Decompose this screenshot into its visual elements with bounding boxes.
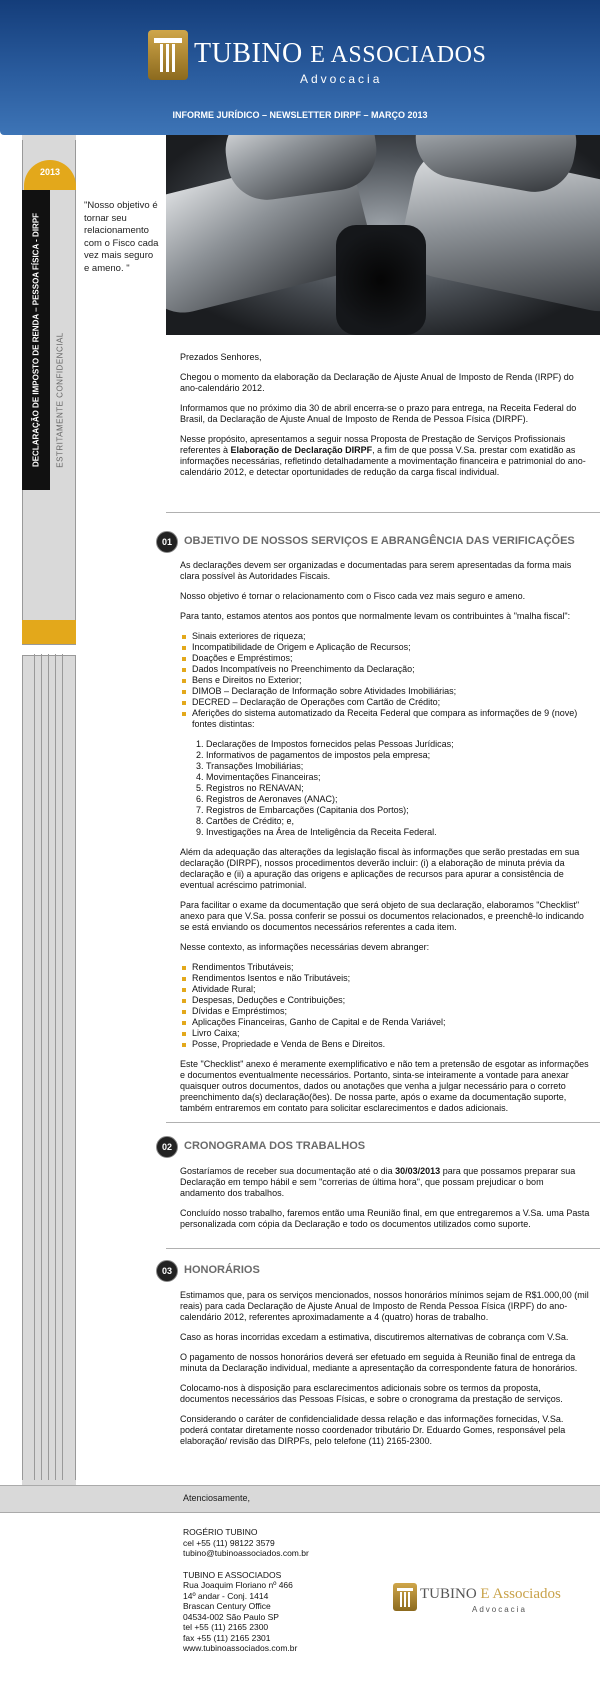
brand-subtitle: Advocacia xyxy=(300,72,383,86)
year-label: 2013 xyxy=(39,167,61,177)
section-number: 01 xyxy=(156,531,178,553)
pillar-capital xyxy=(22,620,76,644)
list-item: Doações e Empréstimos; xyxy=(180,653,590,664)
signature-name: ROGÉRIO TUBINO xyxy=(183,1527,258,1537)
vertical-confidential: ESTRITAMENTE CONFIDENCIAL xyxy=(55,332,65,468)
section-title: CRONOGRAMA DOS TRABALHOS xyxy=(184,1140,366,1152)
paragraph: Para tanto, estamos atentos aos pontos que normalmente levam os contribuintes à "malha fiscal": xyxy=(180,611,571,621)
list-item: Incompatibilidade de Origem e Aplicação de Recursos; xyxy=(180,642,590,653)
list-item: 7. Registros de Embarcações (Capitania dos Portos); xyxy=(206,805,590,816)
section-header-1 xyxy=(156,531,596,553)
section1-body xyxy=(180,560,590,1123)
section-divider xyxy=(166,1122,600,1123)
section-header-2 xyxy=(156,1136,596,1158)
list-item: Despesas, Deduções e Contribuições; xyxy=(180,995,590,1006)
section-title: HONORÁRIOS xyxy=(184,1264,260,1276)
company-address: 14º andar - Conj. 1414 xyxy=(183,1590,269,1601)
list-item: 1. Declarações de Impostos fornecidos pelas Pessoas Jurídicas; xyxy=(206,739,590,750)
list-item: Rendimentos Isentos e não Tributáveis; xyxy=(180,973,590,984)
paragraph: O pagamento de nossos honorários deverá ser efetuado em seguida à Reunião final de entrega da minuta da Declaração individual, mediante a apresentação da correspondente fatura de honorários. xyxy=(180,1352,578,1373)
sidebar-quote: "Nosso objetivo é tornar seu relacionamento com o Fisco cada vez mais seguro e ameno. " xyxy=(84,200,159,274)
armor-image xyxy=(166,135,600,335)
greeting: Prezados Senhores, xyxy=(180,352,262,362)
section-divider xyxy=(166,1248,600,1249)
paragraph: Além da adequação das alterações da legislação fiscal às informações que serão prestadas em sua declaração (DIRPF), nossos procedimentos deverão incluir: (i) a elaboração de minuta prévia da declaração e (ii) a apuração das origens e aplicações de recursos para apurar a consistência de eventual acréscimo patrimonial. xyxy=(180,847,580,890)
company-fax: fax +55 (11) 2165 2301 xyxy=(183,1632,271,1643)
numbered-list-fontes xyxy=(180,739,590,838)
list-item: 4. Movimentações Financeiras; xyxy=(206,772,590,783)
company-address: 04534-002 São Paulo SP xyxy=(183,1611,279,1622)
intro-paragraph: Informamos que no próximo dia 30 de abril encerra-se o prazo para entrega, na Receita Federal do Brasil, da Declaração de Ajuste Anual de Imposto de Renda de Pessoa Física (DIRPF). xyxy=(180,403,577,424)
list-item: 3. Transações Imobiliárias; xyxy=(206,761,590,772)
paragraph: Gostaríamos de receber sua documentação até o dia 30/03/2013 para que possamos preparar sua Declaração em tempo hábil e sem "correrias de última hora", que possam prejudicar o bom andamento dos trabalhos. xyxy=(180,1166,576,1198)
intro-paragraph: Chegou o momento da elaboração da Declaração de Ajuste Anual de Imposto de Renda (IRPF) do ano-calendário 2012. xyxy=(180,372,574,393)
armor-center-shadow xyxy=(336,225,426,335)
list-item: Dados Incompatíveis no Preenchimento da Declaração; xyxy=(180,664,590,675)
paragraph: Nosso objetivo é tornar o relacionamento com o Fisco cada vez mais seguro e ameno. xyxy=(180,591,526,601)
footer-band xyxy=(0,1485,600,1513)
footer-brand: TUBINO E Associados xyxy=(420,1586,561,1602)
list-item: 5. Registros no RENAVAN; xyxy=(206,783,590,794)
pillar-base xyxy=(22,644,76,656)
section-number: 02 xyxy=(156,1136,178,1158)
vertical-title: DECLARAÇÃO DE IMPOSTO DE RENDA – PESSOA FÍSICA - DIRPF xyxy=(31,212,41,468)
pillar-line xyxy=(62,654,63,1480)
list-item: Dívidas e Empréstimos; xyxy=(180,1006,590,1017)
paragraph: Caso as horas incorridas excedam a estimativa, discutiremos alternativas de cobrança com V.Sa. xyxy=(180,1332,569,1342)
list-item: 2. Informativos de pagamentos de impostos pela empresa; xyxy=(206,750,590,761)
closing-greeting: Atenciosamente, xyxy=(183,1493,251,1503)
list-item: DECRED – Declaração de Operações com Cartão de Crédito; xyxy=(180,697,590,708)
paragraph: Considerando o caráter de confidencialidade dessa relação e das informações fornecidas, V.Sa. poderá contatar diretamente nosso coordenador tributário Dr. Eduardo Gomes, responsável pela elaboração/ revisão das DIRPFs, pelo telefone (11) 2165-2300. xyxy=(180,1414,566,1446)
paragraph: Nesse contexto, as informações necessárias devem abranger: xyxy=(180,942,430,952)
list-item: DIMOB – Declaração de Informação sobre Atividades Imobiliárias; xyxy=(180,686,590,697)
section-title: OBJETIVO DE NOSSOS SERVIÇOS E ABRANGÊNCIA DAS VERIFICAÇÕES xyxy=(184,535,575,547)
list-item: Sinais exteriores de riqueza; xyxy=(180,631,590,642)
pillar-line xyxy=(55,654,56,1480)
paragraph: Concluído nosso trabalho, faremos então uma Reunião final, em que entregaremos a V.Sa. uma Pasta personalizada com cópia da Declaração e todo os documentos utilizados como suporte. xyxy=(180,1208,590,1229)
company-address: Rua Joaquim Floriano nº 466 xyxy=(183,1580,293,1590)
list-item: Atividade Rural; xyxy=(180,984,590,995)
list-item: Posse, Propriedade e Venda de Bens e Direitos. xyxy=(180,1039,590,1050)
brand-name: TUBINO E ASSOCIADOS xyxy=(194,38,487,69)
paragraph: Para facilitar o exame da documentação que será objeto de sua declaração, elaboramos "Checklist" anexo para que V.Sa. possa conferir se possui os documentos relacionados, e preenchê-lo indicando se está enviando os documentos necessários referentes a cada item. xyxy=(180,900,584,932)
company-address: Brascan Century Office xyxy=(183,1601,271,1611)
intro-paragraph: Nesse propósito, apresentamos a seguir nossa Proposta de Prestação de Serviços Profissionais referentes à Elaboração de Declaração DIRPF, a fim de que possa V.Sa. prestar com exatidão as informações necessárias, refletindo detalhadamente a movimentação financeira e patrimonial do ano-calendário 2012, e detectar oportunidades de redução da carga fiscal individual. xyxy=(180,434,586,477)
header-banner xyxy=(0,0,600,135)
list-item: Livro Caixa; xyxy=(180,1028,590,1039)
company-phone: tel +55 (11) 2165 2300 xyxy=(183,1622,269,1632)
intro-text xyxy=(180,352,590,487)
signature-email[interactable]: tubino@tubinoassociados.com.br xyxy=(183,1548,309,1558)
footer-logo-icon xyxy=(393,1583,417,1611)
paragraph: Colocamo-nos à disposição para esclarecimentos adicionais sobre os termos da proposta, documentos necessários das Pessoas Físicas, e sobre o cronograma da prestação de serviços. xyxy=(180,1383,563,1404)
list-item: 9. Investigações na Área de Inteligência da Receita Federal. xyxy=(206,827,590,838)
paragraph: Estimamos que, para os serviços mencionados, nossos honorários mínimos sejam de R$1.000,00 (mil reais) para cada Declaração de Ajuste Anual de Imposto de Renda Pessoa Física (IRPF) do ano-calendário 2012, referentes aproximadamente a 4 (quatro) horas de trabalho. xyxy=(180,1290,589,1322)
newsletter-title: INFORME JURÍDICO – NEWSLETTER DIRPF – MARÇO 2013 xyxy=(172,110,428,120)
section3-body xyxy=(180,1290,590,1456)
footer-brand-subtitle: Advocacia xyxy=(472,1605,527,1614)
bullet-list-malha xyxy=(180,631,590,730)
company-website-link[interactable]: www.tubinoassociados.com.br xyxy=(183,1643,298,1653)
company-name: TUBINO E ASSOCIADOS xyxy=(183,1569,282,1580)
signature-phone: cel +55 (11) 98122 3579 xyxy=(183,1537,275,1548)
list-item: Aferições do sistema automatizado da Receita Federal que compara as informações de 9 (nove) fontes distintas: xyxy=(180,708,590,730)
pillar-line xyxy=(48,654,49,1480)
paragraph: Este "Checklist" anexo é meramente exemplificativo e não tem a pretensão de esgotar as informações e documentos eventualmente necessários. Portanto, sinta-se inteiramente a vontade para anexar quaisquer outros documentos, dados ou anotações que venha a julgar necessário para o correto preenchimento da(s) declaração(ões). De nossa parte, após o exame da documentação suporte, também entraremos em contato para solicitar esclarecimentos e dados adicionais. xyxy=(180,1059,589,1113)
section2-body xyxy=(180,1166,590,1239)
pillar-line xyxy=(34,654,35,1480)
list-item: Bens e Direitos no Exterior; xyxy=(180,675,590,686)
section-divider xyxy=(166,512,600,513)
tubino-logo-icon xyxy=(148,30,188,80)
bullet-list-informacoes xyxy=(180,962,590,1050)
signature-block xyxy=(183,1527,309,1654)
list-item: Rendimentos Tributáveis; xyxy=(180,962,590,973)
list-item: 8. Cartões de Crédito; e, xyxy=(206,816,590,827)
pillar-line xyxy=(41,654,42,1480)
section-number: 03 xyxy=(156,1260,178,1282)
list-item: Aplicações Financeiras, Ganho de Capital e de Renda Variável; xyxy=(180,1017,590,1028)
paragraph: As declarações devem ser organizadas e documentadas para serem apresentadas da forma mais clara possível às Autoridades Fiscais. xyxy=(180,560,572,581)
list-item: 6. Registros de Aeronaves (ANAC); xyxy=(206,794,590,805)
section-header-3 xyxy=(156,1260,596,1282)
